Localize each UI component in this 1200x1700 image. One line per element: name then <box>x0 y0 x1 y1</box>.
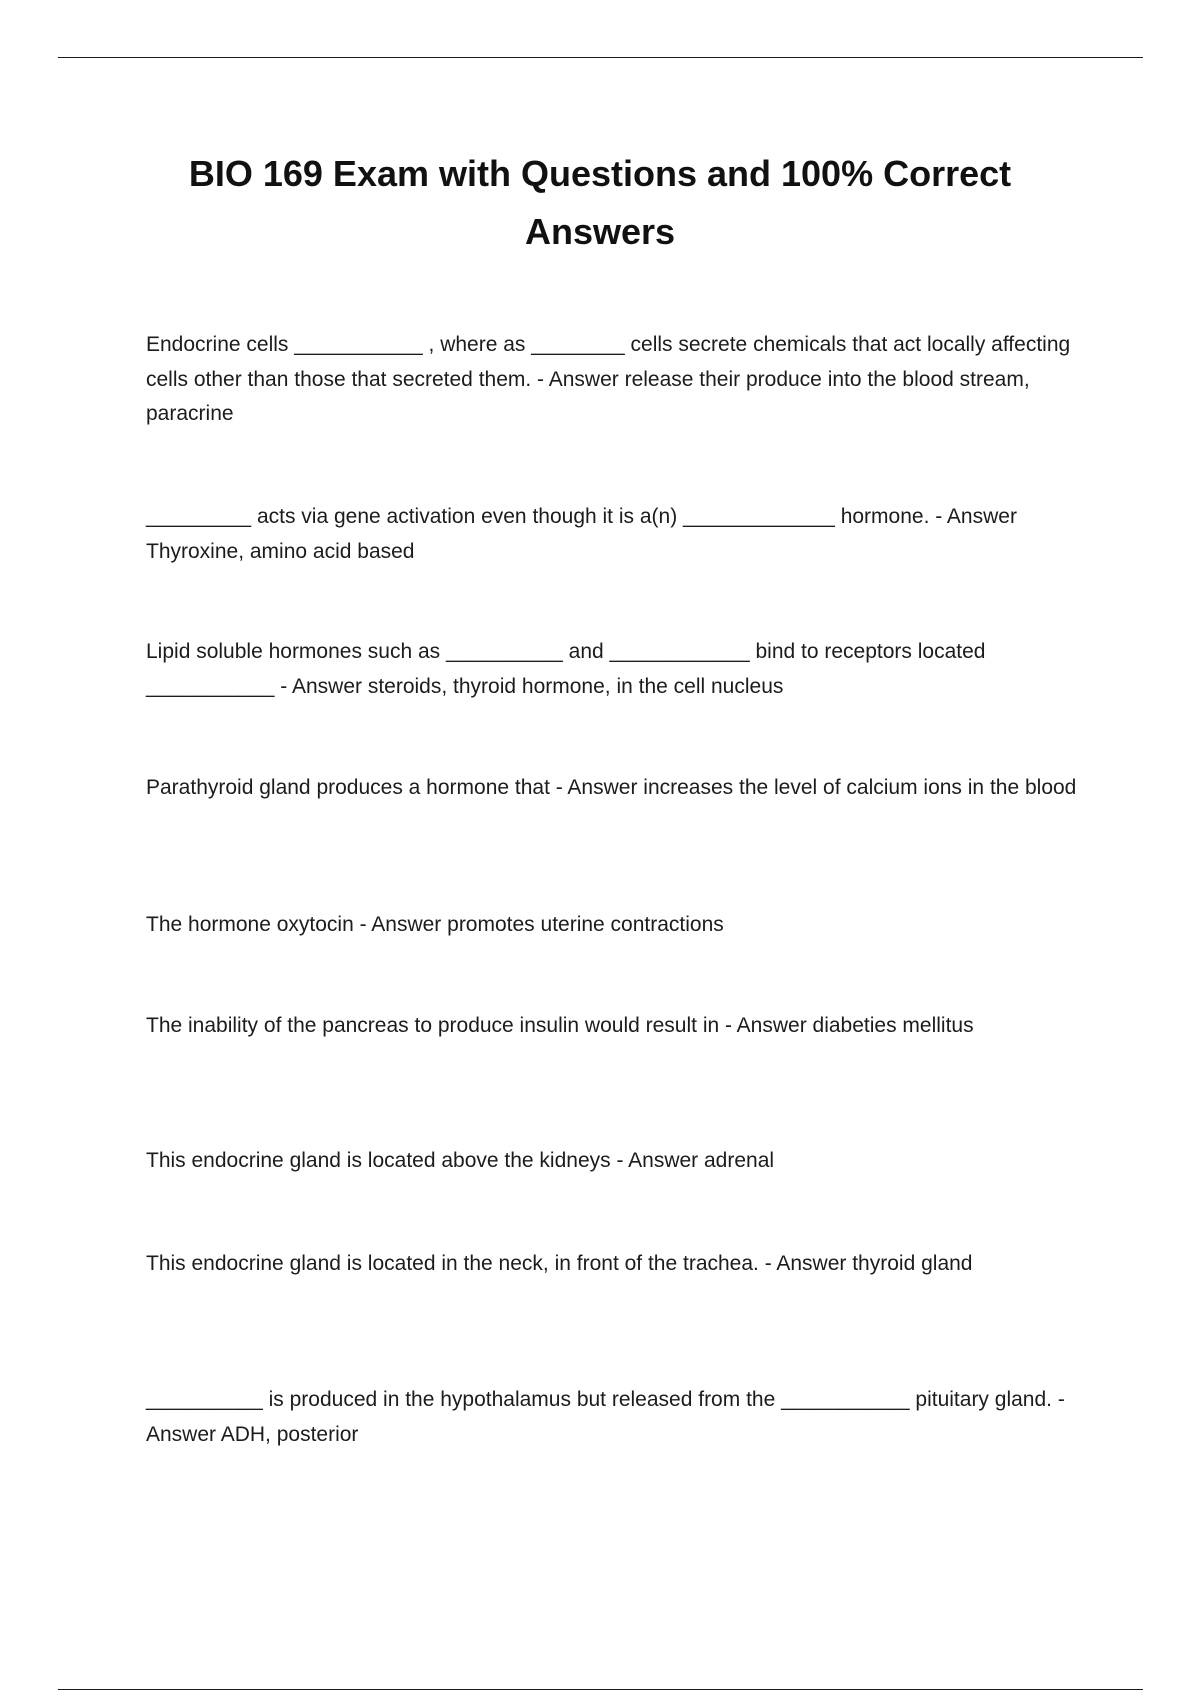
qa-item-4: Parathyroid gland produces a hormone that - Answer increases the level of calcium ions in the blood <box>146 776 1077 799</box>
page-title: BIO 169 Exam with Questions and 100% Correct Answers <box>188 153 1012 252</box>
qa-item-3: Lipid soluble hormones such as __________ and ____________ bind to receptors located ___________ - Answer steroids, thyroid hormone, in the cell nucleus <box>146 640 986 698</box>
qa-item-8: This endocrine gland is located in the neck, in front of the trachea. - Answer thyroid gland <box>146 1252 973 1275</box>
bottom-rule <box>58 1689 1143 1690</box>
qa-item-5: The hormone oxytocin - Answer promotes uterine contractions <box>146 913 724 936</box>
qa-item-6: The inability of the pancreas to produce insulin would result in - Answer diabeties mellitus <box>146 1014 974 1037</box>
qa-item-7: This endocrine gland is located above the kidneys - Answer adrenal <box>146 1149 775 1172</box>
qa-item-1: Endocrine cells ___________ , where as ________ cells secrete chemicals that act locally affecting cells other than those that secreted them. - Answer release their produce into the blood stream, paracrine <box>146 333 1071 425</box>
top-rule <box>58 57 1143 58</box>
qa-item-2: _________ acts via gene activation even though it is a(n) _____________ hormone. - Answer Thyroxine, amino acid based <box>146 505 1017 563</box>
qa-item-9: __________ is produced in the hypothalamus but released from the ___________ pituitary gland. - Answer ADH, posterior <box>146 1388 1065 1446</box>
